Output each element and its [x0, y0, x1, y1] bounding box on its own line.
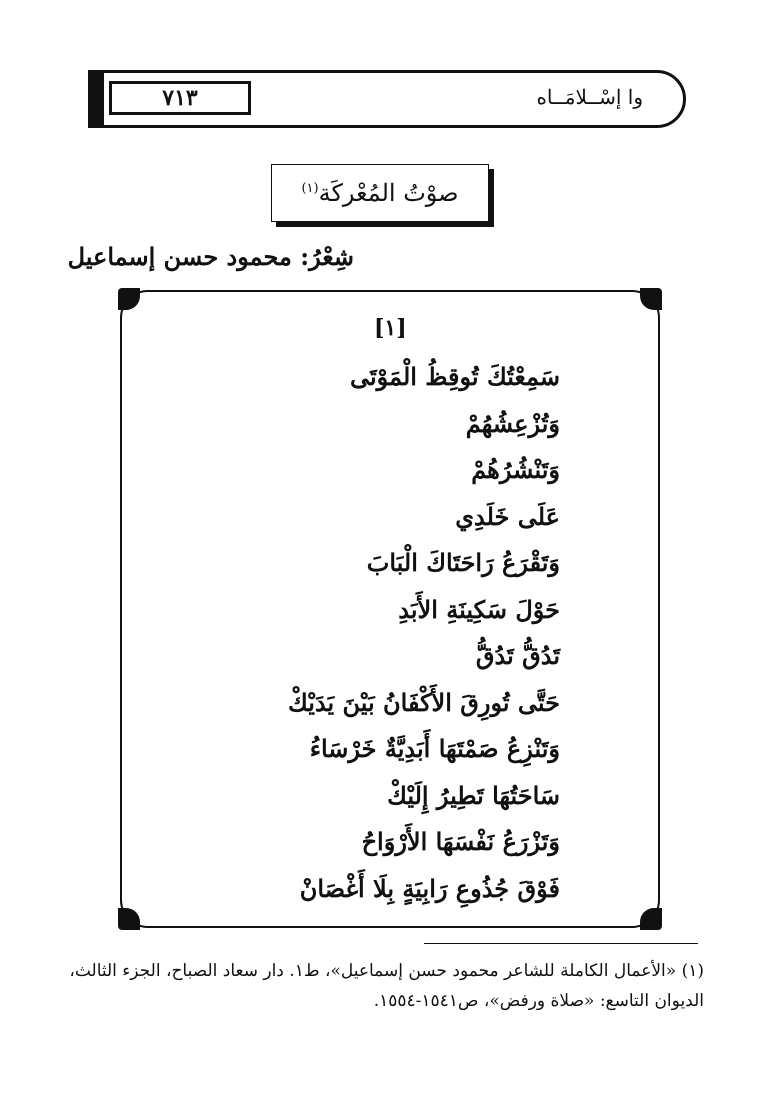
poem-title-box	[271, 164, 489, 222]
section-number: [١]	[374, 315, 407, 341]
poem-line: وَتَقْرَعُ رَاحَتَاكَ الْبَابَ	[366, 548, 560, 577]
footnote-marker: (١)	[301, 181, 319, 196]
poem-line: وَتَزْرَعُ نَفْسَهَا الأَرْوَاحُ	[361, 827, 560, 856]
footnote-line: (١) «الأعمال الكاملة للشاعر محمود حسن إسماعيل»، ط١. دار سعاد الصباح، الجزء الثالث،	[69, 961, 704, 981]
poem-line: فَوْقَ جُذُوعِ رَابِيَةٍ بِلَا أَغْصَانْ	[299, 873, 560, 903]
book-title: وا إسْــلامَــاه	[536, 85, 643, 109]
poem-body	[288, 354, 560, 912]
footnote-line: الديوان التاسع: «صلاة ورفض»، ص١٥٤١-١٥٥٤.	[373, 991, 704, 1011]
poem-title: صوْتُ المُعْركَة$^{(١)}$	[301, 179, 459, 207]
frame-corner-ornament	[640, 908, 662, 930]
poem-line: تَدُقُّ تَدُقُّ	[475, 641, 560, 670]
poem-line: وَتَنْزِعُ صَمْتَهَا أَبَدِيَّةٌ خَرْسَاءُ	[309, 734, 560, 763]
poem-byline: شِعْرُ: محمود حسن إسماعيل	[67, 242, 354, 271]
poem-line: حَوْلَ سَكِينَةِ الأَبَدِ	[398, 594, 560, 624]
page-number: ٧١٣	[109, 81, 251, 115]
poem-line: وَتُزْعِشُهُمْ	[465, 408, 560, 438]
poem-line: سَمِعْتُكَ تُوقِظُ الْمَوْتَى	[349, 362, 560, 391]
footnote	[64, 956, 704, 1016]
footnote-separator	[424, 943, 698, 944]
poem-line: حَتَّى تُورِقَ الأَكْفَانُ بَيْنَ يَدَيْكْ	[287, 687, 560, 717]
poem-line: عَلَى خَلَدِي	[455, 501, 560, 531]
poem-line: وَتَنْشُرُهُمْ	[471, 455, 560, 484]
running-header	[88, 70, 686, 128]
poem-line: سَاحَتُهَا تَطِيرُ إِلَيْكْ	[387, 780, 560, 810]
